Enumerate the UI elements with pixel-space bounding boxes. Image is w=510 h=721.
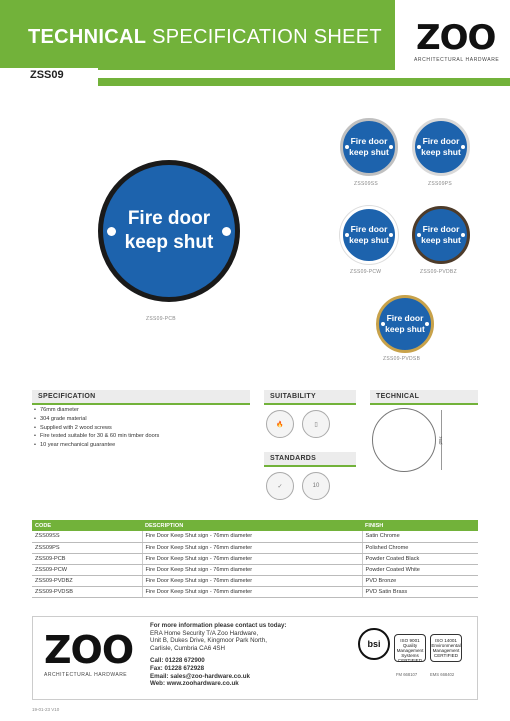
variant-caption: ZSS09SS: [354, 181, 379, 187]
bsi-logo: bsi: [358, 628, 390, 660]
main-sign-caption: ZSS09-PCB: [146, 316, 176, 322]
cell-finish: Powder Coated Black: [362, 553, 478, 564]
sign-variant-pvdsb: [376, 295, 434, 353]
table-row: [32, 531, 478, 542]
cell-description: Fire Door Keep Shut sign - 76mm diameter: [142, 564, 362, 575]
footer-zoo-logo: ZOO: [44, 628, 134, 672]
cell-code: ZSS09PS: [32, 542, 142, 553]
fire-rating-icon: 🔥: [266, 410, 294, 438]
sign-text: Fire door keep shut: [421, 136, 461, 157]
screw-hole: [425, 322, 429, 326]
cell-description: Fire Door Keep Shut sign - 76mm diameter: [142, 553, 362, 564]
cell-code: ZSS09SS: [32, 531, 142, 542]
screw-hole: [417, 145, 421, 149]
cert-number-fm: FM 668107: [396, 672, 418, 677]
address-line: Carlisle, Cumbria CA6 4SH: [150, 644, 225, 652]
email-link[interactable]: Email: sales@zoo-hardware.co.uk: [150, 672, 250, 680]
dimension-label: 76Ø: [438, 436, 443, 445]
screw-hole: [222, 227, 231, 236]
variant-caption: ZSS09PS: [428, 181, 453, 187]
fax-number: Fax: 01228 672928: [150, 664, 205, 672]
cell-code: ZSS09-PCW: [32, 564, 142, 575]
spec-item: • Fire tested suitable for 30 & 60 min timber doors: [34, 432, 159, 441]
sign-main-image: [98, 160, 240, 302]
spec-item: • 304 grade material: [34, 415, 159, 424]
screw-hole: [389, 233, 393, 237]
contact-info: [150, 622, 287, 688]
door-rating-icon: ▯: [302, 410, 330, 438]
address-line: Unit B, Dukes Drive, Kingmoor Park North,: [150, 637, 267, 645]
contact-heading: For more information please contact us today:: [150, 622, 287, 629]
cell-finish: Polished Chrome: [362, 542, 478, 553]
cell-description: Fire Door Keep Shut sign - 76mm diameter: [142, 531, 362, 542]
variant-caption: ZSS09-PVDBZ: [420, 269, 457, 275]
cert-number-ems: EMS 668402: [430, 672, 455, 677]
spec-item: • 76mm diameter: [34, 406, 159, 415]
phone-number: Call: 01228 672900: [150, 657, 205, 665]
document-reference: 19-01-23 V10: [32, 707, 60, 712]
screw-hole: [417, 233, 421, 237]
technical-heading: TECHNICAL: [370, 390, 478, 405]
iso-9001-text: ISO 9001 Quality Management Systems CERTIFIED: [396, 638, 424, 663]
sign-text: Fire door keep shut: [349, 224, 389, 245]
table-row: [32, 575, 478, 586]
zoo-logo-subtitle: ARCHITECTURAL HARDWARE: [414, 57, 500, 63]
spec-item: • 10 year mechanical guarantee: [34, 441, 159, 450]
web-link[interactable]: Web: www.zoohardware.co.uk: [150, 680, 239, 688]
product-code-table: [32, 520, 478, 598]
suitability-heading: SUITABILITY: [264, 390, 356, 405]
cell-description: Fire Door Keep Shut sign - 76mm diameter: [142, 586, 362, 597]
specification-heading: SPECIFICATION: [32, 390, 250, 405]
cell-code: ZSS09-PCB: [32, 553, 142, 564]
screw-hole: [345, 233, 349, 237]
sign-text: Fire door keep shut: [385, 313, 425, 334]
page-title: [28, 26, 382, 49]
variant-caption: ZSS09-PCW: [350, 269, 382, 275]
guarantee-icon: 10: [302, 472, 330, 500]
cell-finish: Powder Coated White: [362, 564, 478, 575]
model-code: ZSS09: [30, 69, 64, 81]
table-row: [32, 564, 478, 575]
screw-hole: [345, 145, 349, 149]
table-row: [32, 542, 478, 553]
column-header: FINISH: [362, 520, 478, 531]
screw-hole: [461, 145, 465, 149]
zoo-logo: ZOO: [416, 18, 496, 58]
screw-hole: [381, 322, 385, 326]
column-header: DESCRIPTION: [142, 520, 362, 531]
iso-14001-badge: [430, 634, 462, 662]
table-row: [32, 586, 478, 597]
cell-finish: PVD Satin Brass: [362, 586, 478, 597]
specification-list: [34, 406, 159, 450]
cell-description: Fire Door Keep Shut sign - 76mm diameter: [142, 575, 362, 586]
sign-variant-pcw: [340, 206, 398, 264]
header: [0, 0, 510, 92]
address-line: ERA Home Security T/A Zoo Hardware,: [150, 629, 259, 637]
screw-hole: [107, 227, 116, 236]
standard-mark-icon: ✓: [266, 472, 294, 500]
iso-9001-badge: [394, 634, 426, 662]
sign-variant-ss: [340, 118, 398, 176]
technical-drawing: [372, 408, 436, 472]
sign-text: Fire door keep shut: [124, 208, 214, 253]
title-light: SPECIFICATION SHEET: [152, 26, 382, 48]
header-accent-bar: [98, 78, 510, 86]
title-bold: TECHNICAL: [28, 26, 147, 48]
cell-finish: Satin Chrome: [362, 531, 478, 542]
spec-item: • Supplied with 2 wood screws: [34, 424, 159, 433]
column-header: CODE: [32, 520, 142, 531]
cell-code: ZSS09-PVDBZ: [32, 575, 142, 586]
footer-logo-subtitle: ARCHITECTURAL HARDWARE: [44, 672, 128, 678]
screw-hole: [461, 233, 465, 237]
standards-heading: STANDARDS: [264, 452, 356, 467]
cell-finish: PVD Bronze: [362, 575, 478, 586]
iso-14001-text: ISO 14001 Environmental Management CERTIFIED: [431, 638, 461, 658]
screw-hole: [389, 145, 393, 149]
sign-text: Fire door keep shut: [421, 224, 461, 245]
cell-code: ZSS09-PVDSB: [32, 586, 142, 597]
table-header-row: [32, 520, 478, 531]
cell-description: Fire Door Keep Shut sign - 76mm diameter: [142, 542, 362, 553]
sign-text: Fire door keep shut: [349, 136, 389, 157]
table-row: [32, 553, 478, 564]
sign-variant-ps: [412, 118, 470, 176]
variant-caption: ZSS09-PVDSB: [383, 356, 421, 362]
sign-variant-pvdbz: [412, 206, 470, 264]
